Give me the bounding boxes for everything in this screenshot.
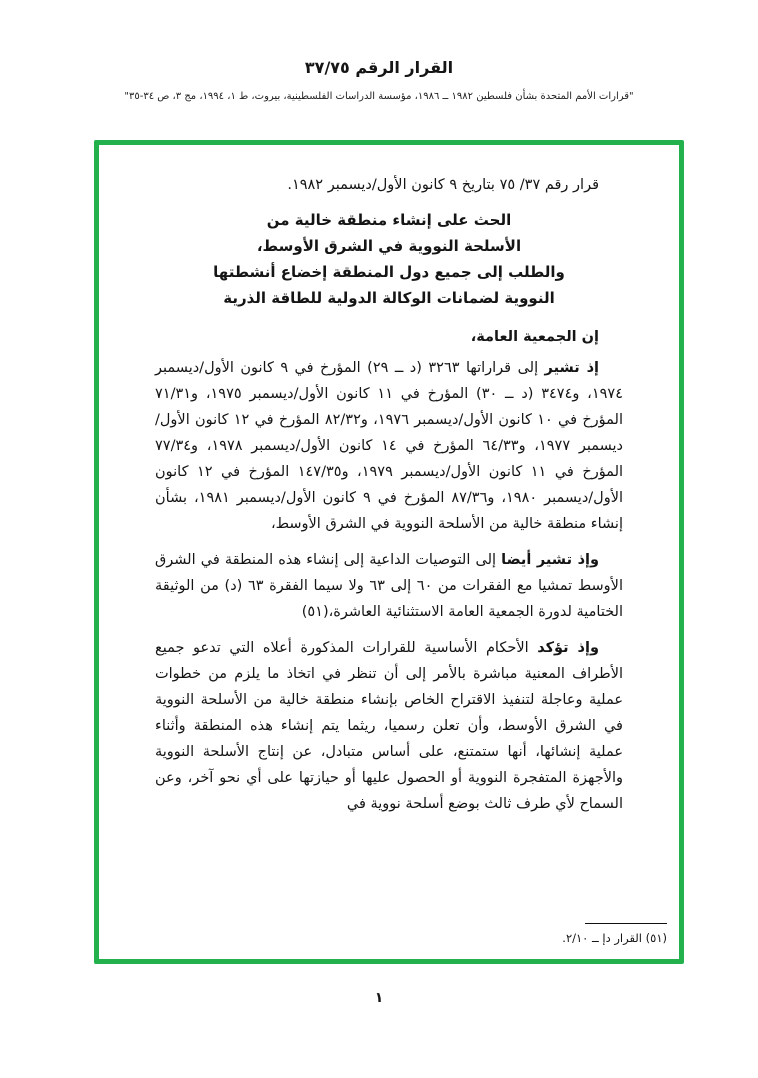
paragraph-text: إلى التوصيات الداعية إلى إنشاء هذه المنطقة في الشرق الأوسط تمشيا مع الفقرات من ٦٠ إلى ٦٣ ولا سيما الفقرة ٦٣ (د) من الوثيقة الختامية لدورة الجمعية العامة الاستثنائية العاشرة،(٥١) xyxy=(155,552,623,620)
document-header xyxy=(0,58,758,102)
preamble-paragraph xyxy=(155,355,623,537)
footnote: (٥١) القرار دإ ــ ٢/١٠. xyxy=(562,931,667,945)
paragraph-text: الأحكام الأساسية للقرارات المذكورة أعلاه التي تدعو جميع الأطراف المعنية مباشرة بالأمر إلى أن تنظر في اتخاذ ما يلزم من خطوات عملية وعاجلة لتنفيذ الاقتراح الخاص بإنشاء منطقة خالية من الأسلحة النووية في الشرق الأوسط، وأن تعلن رسميا، ريثما يتم إنشاء هذه المنطقة وأثناء عملية إنشائها، أنها ستمتنع، على أساس متبادل، عن إنتاج الأسلحة النووية والأجهزة المتفجرة النووية أو الحصول عليها أو حيازتها على أي نحو آخر، وعن السماح لأي طرف ثالث بوضع أسلحة نووية في xyxy=(155,640,623,812)
preamble-opening: إن الجمعية العامة، xyxy=(470,329,599,345)
resolution-title-line: النووية لضمانات الوكالة الدولية للطاقة الذرية xyxy=(223,289,555,307)
footnote-separator xyxy=(585,923,667,924)
resolution-number-heading: القرار الرقم ٣٧/٧٥ xyxy=(304,58,454,77)
preamble-paragraph xyxy=(155,635,623,817)
preamble-paragraph xyxy=(155,547,623,625)
footnote-area xyxy=(155,923,667,945)
source-citation: "قرارات الأمم المتحدة بشأن فلسطين ١٩٨٢ ــ ١٩٨٦، مؤسسة الدراسات الفلسطينية، بيروت، ط ١، ١٩٩٤، مج ٣، ص ٣٤-٣٥" xyxy=(124,91,634,102)
resolution-title-line: والطلب إلى جميع دول المنطقة إخضاع أنشطتها xyxy=(213,263,565,281)
paragraph-lead: وإذ تؤكد xyxy=(537,640,599,656)
resolution-title-line: الحث على إنشاء منطقة خالية من xyxy=(266,211,512,229)
resolution-date-line: قرار رقم ٣٧/ ٧٥ بتاريخ ٩ كانون الأول/ديسمبر ١٩٨٢. xyxy=(287,177,599,193)
paragraph-lead: وإذ تشير أيضا xyxy=(501,552,600,568)
paragraph-text: إلى قراراتها ٣٢٦٣ (د ــ ٢٩) المؤرخ في ٩ كانون الأول/ديسمبر ١٩٧٤، و٣٤٧٤ (د ــ ٣٠) المؤرخ في ١١ كانون الأول/ديسمبر ١٩٧٥، و٧١/٣١ المؤرخ في ١٠ كانون الأول/ديسمبر ١٩٧٦، و٨٢/٣٢ المؤرخ في ١٢ كانون الأول/ديسمبر ١٩٧٧، و٦٤/٣٣ المؤرخ في ١٤ كانون الأول/ديسمبر ١٩٧٨، و٧٧/٣٤ المؤرخ في ١١ كانون الأول/ديسمبر ١٩٧٩، و١٤٧/٣٥ المؤرخ في ١٢ كانون الأول/ديسمبر ١٩٨٠، و٨٧/٣٦ المؤرخ في ٩ كانون الأول/ديسمبر ١٩٨١، بشأن إنشاء منطقة خالية من الأسلحة النووية في الشرق الأوسط، xyxy=(155,360,624,532)
resolution-frame xyxy=(94,140,684,964)
paragraph-lead: إذ تشير xyxy=(544,360,599,376)
resolution-title-line: الأسلحة النووية في الشرق الأوسط، xyxy=(256,237,522,255)
resolution-title xyxy=(155,207,623,311)
page-number: ١ xyxy=(374,990,384,1006)
resolution-body xyxy=(155,171,623,817)
